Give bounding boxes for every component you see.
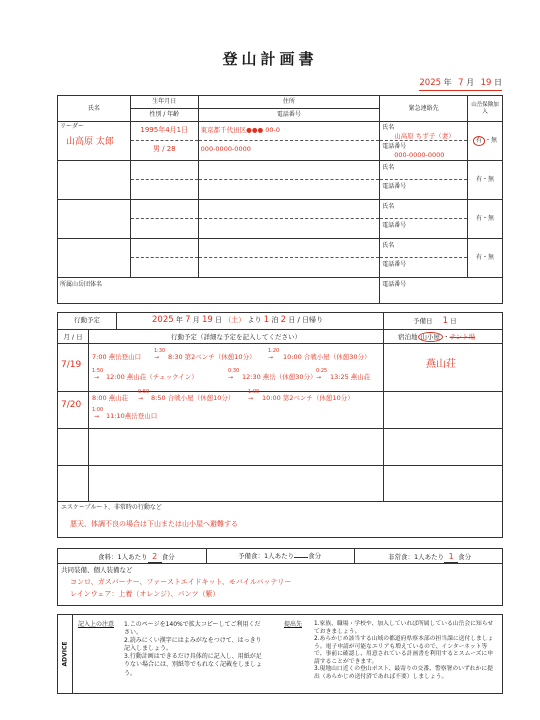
date-year-unit: 年 <box>443 78 452 87</box>
header-emergency: 緊急連絡先 <box>380 96 468 122</box>
member3-address-cell[interactable] <box>198 239 380 278</box>
members-table <box>57 95 503 304</box>
day1-point-c[interactable]: 12:00 燕山荘（チェックイン） <box>106 373 198 381</box>
equipment-line2[interactable]: レインウェア：上着（オレンジ）、パンツ（紫） <box>70 590 220 598</box>
submit-item: 2.あらかじめ該当する山域の都道府県察本部の担当課に送付しましょう。電子申請が可能なエリアも増えているので、インターネット等で、事前に確認し、用意されている計画書を利用するとスムーズに申請することができます。 <box>314 636 494 665</box>
note-item: 1.このページを140%で拡大コピーしてご利用ください。 <box>124 621 261 637</box>
day2-start[interactable]: 8:00 燕山荘 <box>92 394 129 402</box>
member1-birth-cell[interactable] <box>130 161 198 200</box>
day2-time1: 0:50 <box>138 389 150 395</box>
leader-emergency-cell <box>380 122 468 161</box>
emergency-food-count[interactable]: 非常食：1人あたり 1 食分 <box>388 552 472 561</box>
arrow-icon: → <box>316 374 322 381</box>
member1-insurance[interactable]: 有・無 <box>468 161 503 200</box>
arrow-icon: → <box>94 374 100 381</box>
day1-time4: 0:30 <box>228 368 240 374</box>
header-name: 氏名 <box>58 96 131 122</box>
arrow-icon: → <box>248 395 254 402</box>
member2-insurance[interactable]: 有・無 <box>468 200 503 239</box>
header-birth: 生年月日 <box>130 96 198 109</box>
member3-emergency-cell <box>380 239 468 278</box>
day2-date[interactable]: 7/20 <box>61 400 82 410</box>
leader-address[interactable]: 東京都千代田区●●● 00-0 <box>199 122 380 141</box>
leader-name[interactable]: 山高原 太郎 <box>66 136 114 147</box>
food-section <box>57 548 503 564</box>
food-count[interactable]: 食料：1人あたり 2 食分 <box>98 552 175 561</box>
submit-list <box>314 621 494 681</box>
member1-em-phone-label[interactable]: 電話番号 <box>382 183 407 190</box>
schedule-label: 行動予定 <box>74 316 100 324</box>
member2-name[interactable] <box>58 200 131 239</box>
leader-role: リーダー <box>60 123 85 130</box>
day1-point-d[interactable]: 12:30 燕岳（休憩30分） <box>242 373 317 381</box>
equipment-section[interactable] <box>57 564 503 606</box>
header-address: 住所 <box>198 96 380 109</box>
spare-days[interactable]: 予備日 1 日 <box>413 316 457 326</box>
leader-em-phone[interactable]: 000-0000-0000 <box>394 150 445 159</box>
day1-time5: 0:25 <box>316 368 328 374</box>
day1-start[interactable]: 7:00 燕岳登山口 <box>92 353 142 361</box>
member3-insurance[interactable]: 有・無 <box>468 239 503 278</box>
stay-tent-option[interactable]: テント場 <box>449 333 476 341</box>
equipment-label: 共同装備、個人装備など <box>61 566 133 574</box>
header-insurance: 山岳保険加入 <box>468 96 503 122</box>
leader-sex-age[interactable]: 男 / 28 <box>152 145 176 153</box>
col-date-header: 月 / 日 <box>63 333 83 341</box>
member2-emergency-cell <box>380 200 468 239</box>
page-title: 登山計画書 <box>222 50 318 68</box>
date-day-unit: 日 <box>494 78 502 87</box>
date-month-unit: 月 <box>466 78 475 87</box>
arrow-icon: → <box>228 374 234 381</box>
advice-section <box>57 614 503 694</box>
arrow-icon: → <box>138 395 144 402</box>
schedule-dates[interactable]: 2025 年 7 月 19 日 （土） より 1 泊 2 日 / 日帰り <box>152 315 324 325</box>
note-item: 3.行動計画はできるだけ具体的に記入し、用紙が足りない場合には、別紙等でもれなく記載をしましょう。 <box>124 653 263 677</box>
member2-em-name-label[interactable]: 氏名 <box>380 200 467 219</box>
member2-address-cell[interactable] <box>198 200 380 239</box>
day2-time2: 1:00 <box>248 389 260 395</box>
leader-insurance[interactable]: 有 ・無 <box>468 122 503 161</box>
day2-point-b[interactable]: 8:50 合戦小屋（休憩10分） <box>151 394 235 402</box>
member3-em-name-label[interactable]: 氏名 <box>380 239 467 258</box>
submit-item: 1.家族、職場・学校や、加入していれば所属している山岳会に知らせておきましょう。 <box>314 621 494 635</box>
stay-hut-option[interactable]: 山小屋 <box>418 332 444 342</box>
escape-text[interactable]: 悪天、体調不良の場合は下山または山小屋へ避難する <box>70 520 238 528</box>
schedule-section <box>57 312 503 538</box>
date-month[interactable]: 7 <box>458 78 464 88</box>
spare-food-count[interactable]: 予備食：1人あたり 食分 <box>238 552 322 560</box>
date-year[interactable]: 2025 <box>419 78 442 88</box>
day1-point-e[interactable]: 13:25 燕山荘 <box>330 373 371 381</box>
leader-address-cell <box>198 122 380 161</box>
header-phone: 電話番号 <box>198 109 380 122</box>
leader-phone[interactable]: 000-0000-0000 <box>200 145 251 153</box>
day2-point-c[interactable]: 10:00 第2ベンチ（休憩10分） <box>262 394 354 402</box>
day1-date[interactable]: 7/19 <box>61 360 82 370</box>
member3-em-phone-label[interactable]: 電話番号 <box>382 261 407 268</box>
day1-time1: 1:30 <box>154 348 166 354</box>
leader-birth-cell <box>130 122 198 161</box>
member2-birth-cell[interactable] <box>130 200 198 239</box>
leader-birth[interactable]: 1995年4月1日 <box>131 122 198 141</box>
member1-name[interactable] <box>58 161 131 200</box>
member1-address-cell[interactable] <box>198 161 380 200</box>
leader-em-name[interactable]: 山高原 ちず子（妻） <box>394 131 455 140</box>
member2-em-phone-label[interactable]: 電話番号 <box>382 222 407 229</box>
note-item: 2.読みにくい漢字にはよみがなをつけて、はっきり記入しましょう。 <box>124 637 262 653</box>
date-day[interactable]: 19 <box>480 78 492 88</box>
member3-name[interactable] <box>58 239 131 278</box>
club-name[interactable]: 所属山岳団体名 <box>58 278 380 304</box>
notes-label: 記入上の注意 <box>78 621 115 628</box>
arrow-icon: → <box>94 413 100 420</box>
leader-name-cell <box>58 122 131 161</box>
document-date <box>419 78 502 89</box>
col-plan-header: 行動予定（詳細な予定を記入してください） <box>171 333 301 341</box>
day1-point-b[interactable]: 10:00 合戦小屋（休憩30分） <box>283 353 371 361</box>
arrow-icon: → <box>154 354 160 361</box>
member3-birth-cell[interactable] <box>130 239 198 278</box>
escape-label: エスケープルート、非常時の行動など <box>61 504 162 511</box>
arrow-icon: → <box>268 354 274 361</box>
submit-label: 提出先 <box>284 621 303 628</box>
leader-em-name-label: 氏名 <box>382 124 395 131</box>
stay-name[interactable]: 燕山荘 <box>426 359 456 370</box>
member1-em-name-label[interactable]: 氏名 <box>380 161 467 180</box>
leader-em-phone-label: 電話番号 <box>382 143 407 150</box>
day1-time2: 1:20 <box>268 348 280 354</box>
member1-emergency-cell <box>380 161 468 200</box>
day2-end[interactable]: 11:10燕岳登山口 <box>106 412 158 420</box>
stay-header: 宿泊地 山小屋 ・テント場 <box>398 333 476 341</box>
club-phone[interactable]: 電話番号 <box>380 278 503 304</box>
day1-time3: 1:50 <box>92 368 104 374</box>
day1-point-a[interactable]: 8:30 第2ベンチ（休憩10分） <box>168 353 256 361</box>
header-sex-age: 性別 / 年齢 <box>130 109 198 122</box>
equipment-line1[interactable]: コンロ、ガスバーナー、ファーストエイドキット、モバイルバッテリー <box>70 578 292 586</box>
day2-time3: 1:00 <box>92 407 104 413</box>
notes-list <box>124 621 264 678</box>
submit-item: 3.現地山口近くの登山ポスト、最寄りの交番、警察署のいずれかに提出（あらかじめ送付済であれば不要）しましょう。 <box>314 666 493 680</box>
advice-tag: ADVICE <box>61 641 69 667</box>
